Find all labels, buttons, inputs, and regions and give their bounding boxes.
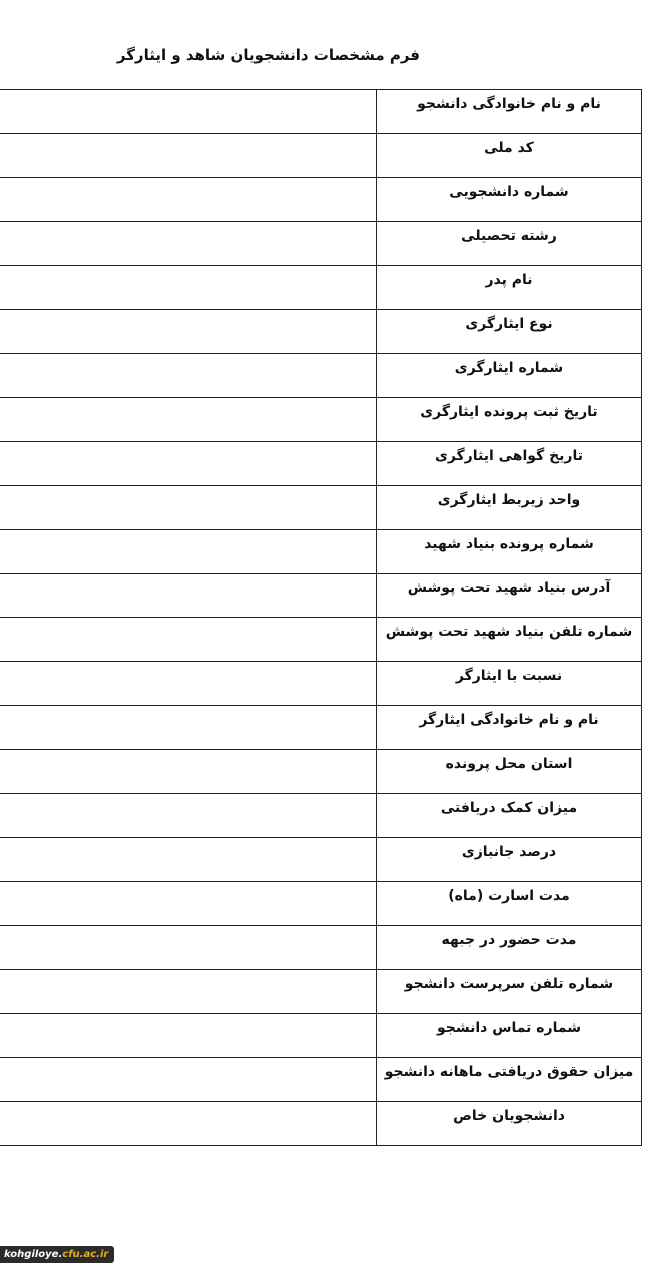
field-value-cell[interactable] (0, 134, 377, 178)
watermark-domain: cfu.ac.ir (62, 1249, 109, 1260)
field-value-cell[interactable] (0, 574, 377, 618)
field-label: شماره دانشجویی (377, 178, 642, 222)
field-value-cell[interactable] (0, 882, 377, 926)
field-label: واحد زیربط ایثارگری (377, 486, 642, 530)
form-row (0, 838, 642, 882)
form-row (0, 1014, 642, 1058)
field-label: استان محل پرونده (377, 750, 642, 794)
field-label: رشته تحصیلی (377, 222, 642, 266)
form-table-body (0, 90, 642, 1146)
form-row (0, 1058, 642, 1102)
form-row (0, 750, 642, 794)
field-value-cell[interactable] (0, 1058, 377, 1102)
form-row (0, 882, 642, 926)
site-watermark (0, 1246, 114, 1263)
field-value-cell[interactable] (0, 222, 377, 266)
field-label: نام پدر (377, 266, 642, 310)
field-label: تاریخ ثبت پرونده ایثارگری (377, 398, 642, 442)
field-label: شماره تلفن سرپرست دانشجو (377, 970, 642, 1014)
field-label: نام و نام خانوادگی دانشجو (377, 90, 642, 134)
watermark-dot: . (58, 1249, 63, 1260)
field-value-cell[interactable] (0, 1102, 377, 1146)
field-label: آدرس بنیاد شهید تحت پوشش (377, 574, 642, 618)
form-row (0, 266, 642, 310)
field-value-cell[interactable] (0, 530, 377, 574)
field-value-cell[interactable] (0, 970, 377, 1014)
field-value-cell[interactable] (0, 90, 377, 134)
form-row (0, 618, 642, 662)
form-row (0, 970, 642, 1014)
form-row (0, 662, 642, 706)
field-value-cell[interactable] (0, 486, 377, 530)
field-value-cell[interactable] (0, 398, 377, 442)
field-value-cell[interactable] (0, 706, 377, 750)
form-row (0, 706, 642, 750)
form-row (0, 530, 642, 574)
form-row (0, 90, 642, 134)
field-value-cell[interactable] (0, 310, 377, 354)
field-label: نام و نام خانوادگی ایثارگر (377, 706, 642, 750)
form-row (0, 442, 642, 486)
field-label: شماره تماس دانشجو (377, 1014, 642, 1058)
field-value-cell[interactable] (0, 794, 377, 838)
field-label: نسبت با ایثارگر (377, 662, 642, 706)
form-row (0, 310, 642, 354)
form-row (0, 398, 642, 442)
form-row (0, 222, 642, 266)
watermark-site: kohgiloye (4, 1249, 59, 1260)
field-value-cell[interactable] (0, 838, 377, 882)
form-row (0, 354, 642, 398)
field-label: مدت اسارت (ماه) (377, 882, 642, 926)
field-label: میزان حقوق دریافتی ماهانه دانشجو (377, 1058, 642, 1102)
field-label: کد ملی (377, 134, 642, 178)
field-label: نوع ایثارگری (377, 310, 642, 354)
field-label: درصد جانبازی (377, 838, 642, 882)
field-label: شماره پرونده بنیاد شهید (377, 530, 642, 574)
field-value-cell[interactable] (0, 926, 377, 970)
field-value-cell[interactable] (0, 442, 377, 486)
field-label: شماره تلفن بنیاد شهید تحت پوشش (377, 618, 642, 662)
form-row (0, 178, 642, 222)
form-row (0, 794, 642, 838)
field-value-cell[interactable] (0, 178, 377, 222)
field-label: شماره ایثارگری (377, 354, 642, 398)
field-value-cell[interactable] (0, 618, 377, 662)
field-label: میزان کمک دریافتی (377, 794, 642, 838)
form-row (0, 1102, 642, 1146)
field-label: مدت حضور در جبهه (377, 926, 642, 970)
form-row (0, 574, 642, 618)
field-label: دانشجویان خاص (377, 1102, 642, 1146)
field-value-cell[interactable] (0, 354, 377, 398)
field-value-cell[interactable] (0, 662, 377, 706)
form-row (0, 486, 642, 530)
field-value-cell[interactable] (0, 1014, 377, 1058)
form-table (0, 89, 642, 1146)
form-title: فرم مشخصات دانشجویان شاهد و ایثارگر (116, 46, 420, 64)
form-row (0, 134, 642, 178)
form-row (0, 926, 642, 970)
field-value-cell[interactable] (0, 266, 377, 310)
field-value-cell[interactable] (0, 750, 377, 794)
field-label: تاریخ گواهی ایثارگری (377, 442, 642, 486)
